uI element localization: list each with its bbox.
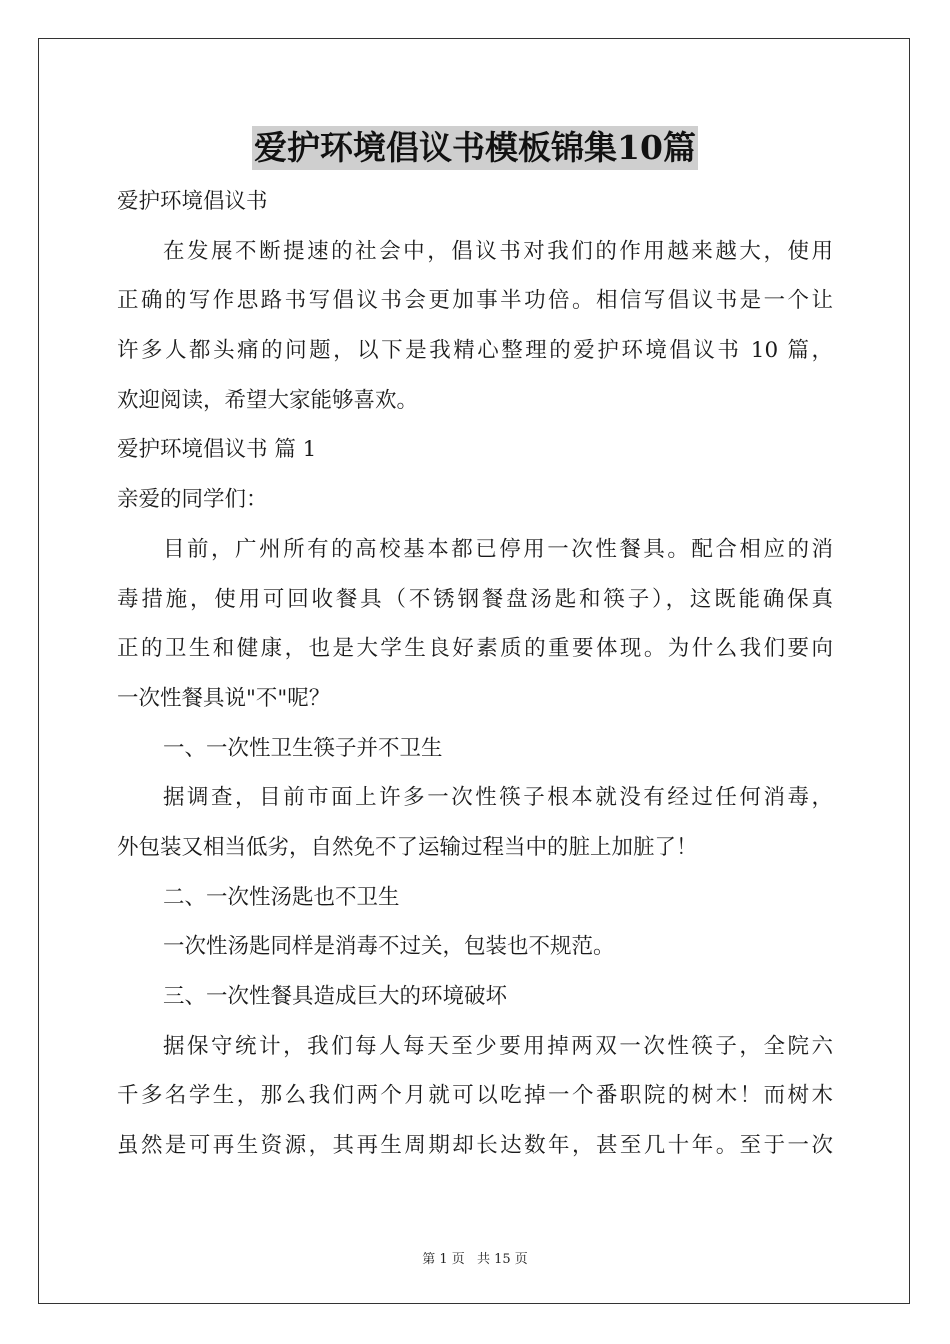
text-line: 欢迎阅读，希望大家能够喜欢。 bbox=[117, 387, 419, 413]
text-line: 三、一次性餐具造成巨大的环境破坏 bbox=[163, 984, 508, 1009]
text-line: 外包装又相当低劣，自然免不了运输过程当中的脏上加脏了！ bbox=[117, 834, 698, 860]
text-line: 二、一次性汤匙也不卫生 bbox=[163, 884, 400, 910]
text-line: 毒措施，使用可回收餐具（不锈钢餐盘汤匙和筷子），这既能确保真 bbox=[117, 586, 833, 612]
page-number: 第 1 页 bbox=[422, 1252, 465, 1267]
text-line: 爱护环境倡议书 bbox=[117, 189, 268, 214]
text-line: 亲爱的同学们： bbox=[117, 487, 268, 513]
text-line: 正确的写作思路书写倡议书会更加事半功倍。相信写倡议书是一个让 bbox=[117, 288, 833, 314]
document-title: 爱护环境倡议书模板锦集10篇 bbox=[252, 126, 698, 170]
text-line: 据保守统计，我们每人每天至少要用掉两双一次性筷子，全院六 bbox=[163, 1033, 833, 1059]
page-total: 共 15 页 bbox=[476, 1252, 528, 1267]
text-line: 在发展不断提速的社会中，倡议书对我们的作用越来越大，使用 bbox=[163, 238, 833, 264]
text-line: 虽然是可再生资源，其再生周期却长达数年，甚至几十年。至于一次 bbox=[117, 1133, 833, 1159]
text-line: 目前，广州所有的高校基本都已停用一次性餐具。配合相应的消 bbox=[163, 536, 833, 562]
text-line: 一、一次性卫生筷子并不卫生 bbox=[163, 735, 443, 761]
title-container bbox=[0, 126, 950, 170]
document-body bbox=[117, 177, 833, 1171]
text-line: 千多名学生，那么我们两个月就可以吃掉一个番职院的树木！而树木 bbox=[117, 1083, 833, 1109]
page-footer bbox=[0, 1248, 950, 1267]
text-line: 据调查，目前市面上许多一次性筷子根本就没有经过任何消毒， bbox=[163, 785, 833, 811]
text-line: 正的卫生和健康，也是大学生良好素质的重要体现。为什么我们要向 bbox=[117, 636, 833, 662]
text-line: 许多人都头痛的问题，以下是我精心整理的爱护环境倡议书 10 篇， bbox=[117, 338, 833, 364]
text-line: 爱护环境倡议书 篇 1 bbox=[117, 437, 317, 463]
text-line: 一次性餐具说"不"呢？ bbox=[117, 685, 331, 711]
text-line: 一次性汤匙同样是消毒不过关，包装也不规范。 bbox=[163, 934, 615, 960]
